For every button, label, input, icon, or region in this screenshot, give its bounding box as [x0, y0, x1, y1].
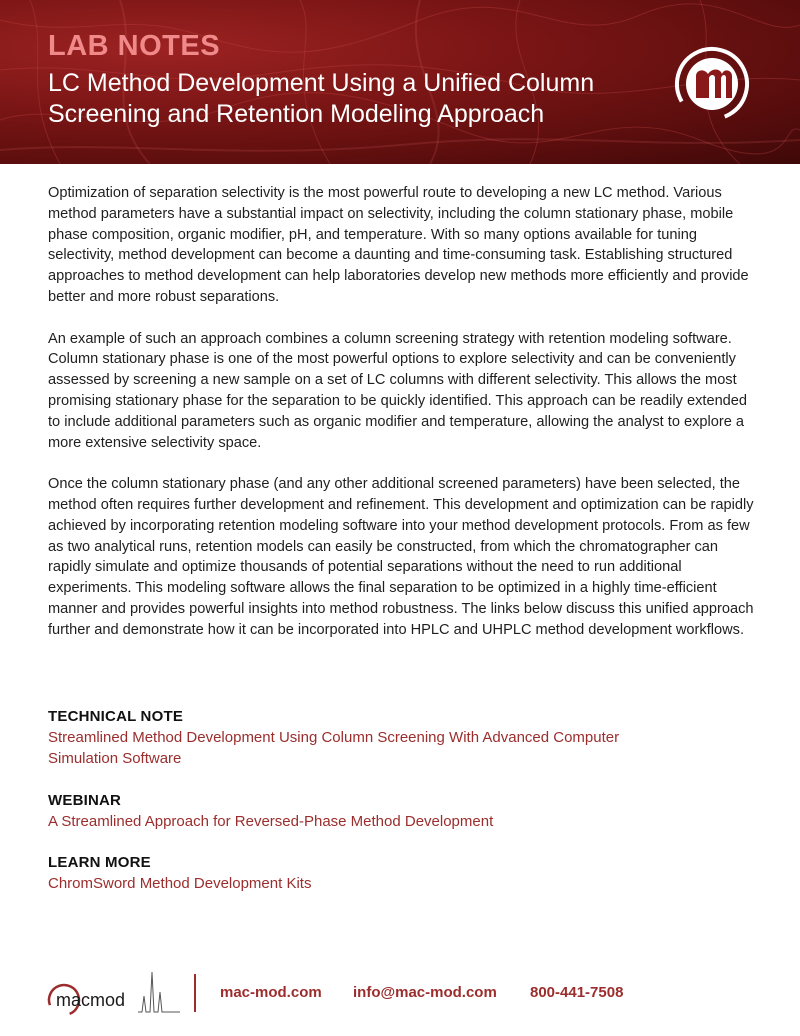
website-link[interactable]: mac-mod.com: [220, 984, 322, 1001]
email-link[interactable]: info@mac-mod.com: [353, 984, 497, 1001]
phone-number[interactable]: 800-441-7508: [530, 984, 624, 1001]
learn-more-section: [48, 852, 748, 894]
article-body: [48, 183, 754, 661]
technical-note-section: [48, 706, 748, 769]
technical-note-heading: TECHNICAL NOTE: [48, 708, 184, 725]
technical-note-link[interactable]: Streamlined Method Development Using Column Screening With Advanced Computer Simulation Software: [48, 729, 620, 767]
macmod-brand-logo: [46, 966, 182, 1018]
macmod-m-logo-icon: [672, 44, 752, 124]
chromatogram-icon: [138, 972, 180, 1012]
learn-more-heading: LEARN MORE: [48, 854, 151, 871]
paragraph: Optimization of separation selectivity is the most powerful route to developing a new LC method. Various method parameters have a substantial impact on selectivity, including the column stationary phase, mobile phase composition, organic modifier, pH, and temperature. With so many options available for tuning selectivity, method development can become a daunting and time-consuming task. Establishing structured approaches to method development can help laboratories develop new methods more efficiently and provide better and more robust separations.: [48, 185, 749, 305]
paragraph: An example of such an approach combines a column screening strategy with retention modeling software. Column stationary phase is one of the most powerful options to explore selectivity and can be conveniently assessed by screening a new sample on a set of LC columns with different selectivity. This allows the most promising stationary phase for the separation to be quickly identified. This approach can be readily extended to include additional parameters such as organic modifier and temperature, allowing the analyst to explore a more extensive selectivity space.: [48, 330, 748, 451]
footer: [0, 960, 800, 1020]
header-banner: [0, 0, 800, 164]
learn-more-link[interactable]: ChromSword Method Development Kits: [48, 875, 312, 892]
page-title: LC Method Development Using a Unified Column Screening and Retention Modeling Approach: [48, 69, 595, 128]
webinar-heading: WEBINAR: [48, 792, 122, 809]
footer-divider: [194, 974, 196, 1012]
webinar-section: [48, 790, 748, 832]
brand-wordmark: macmod: [56, 990, 126, 1010]
lab-notes-kicker: LAB NOTES: [48, 30, 221, 62]
webinar-link[interactable]: A Streamlined Approach for Reversed-Phase Method Development: [48, 813, 494, 830]
paragraph: Once the column stationary phase (and any other additional screened parameters) have been selected, the method often requires further development and refinement. This development and optimization can be rapidly achieved by incorporating retention modeling software into your method development protocols. From as few as two analytical runs, retention models can easily be constructed, from which the chromatographer can rapidly simulate and optimize thousands of potential separations without the need to run additional experiments. This modeling software allows the final separation to be optimized in a highly time-efficient manner and provides powerful insights into method robustness. The links below discuss this unified approach further and demonstrate how it can be incorporated into HPLC and UHPLC method development workflows.: [48, 476, 754, 638]
